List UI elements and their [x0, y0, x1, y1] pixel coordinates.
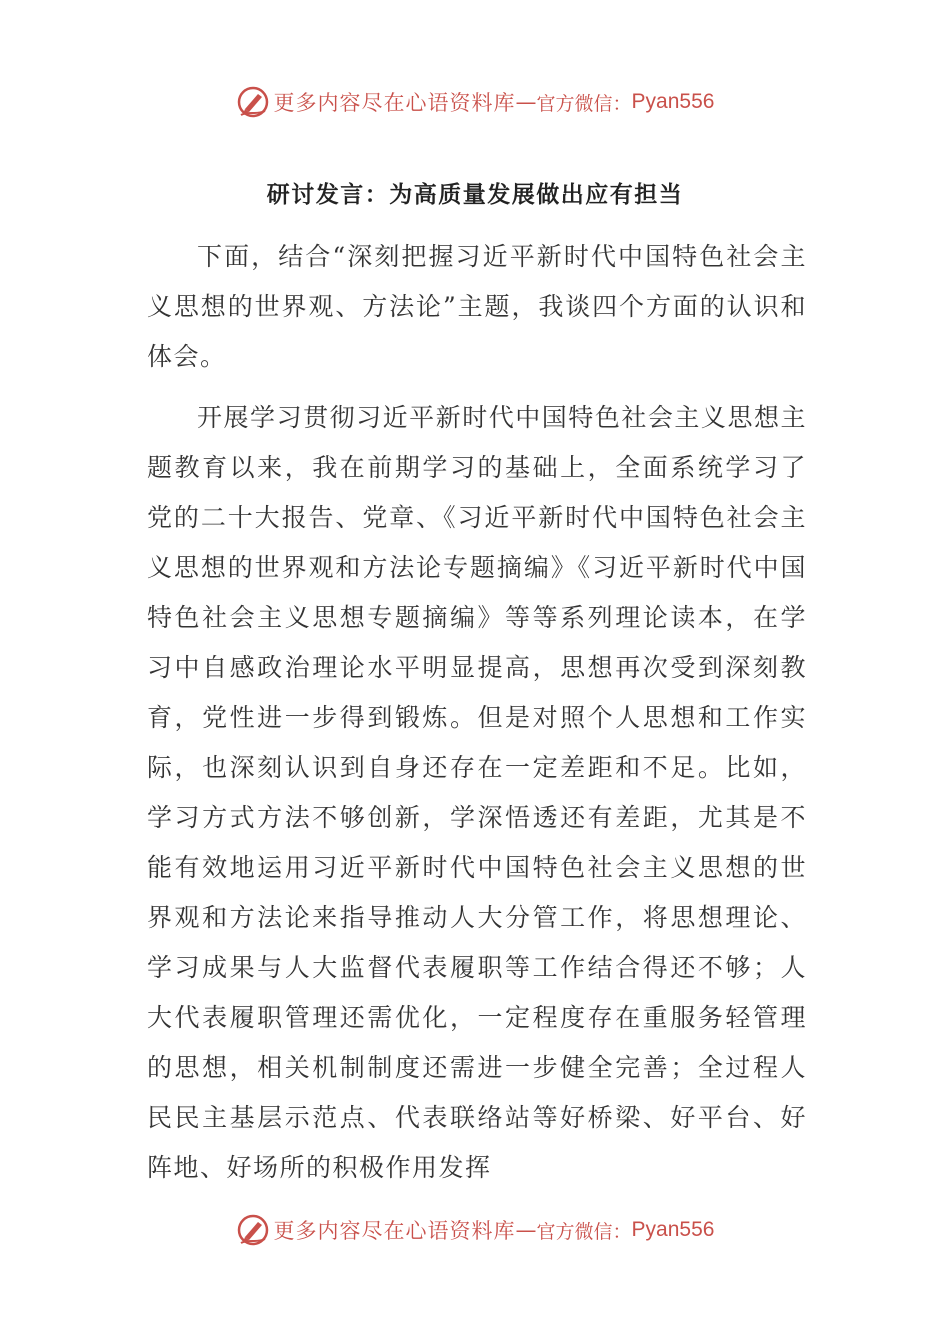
footer-banner: [0, 1210, 950, 1250]
pen-logo-icon: [236, 1213, 270, 1247]
paragraph: 开展学习贯彻习近平新时代中国特色社会主义思想主题教育以来，我在前期学习的基础上，全面系统学习了党的二十大报告、党章、《习近平新时代中国特色社会主义思想的世界观和方法论专题摘编》《习近平新时代中国特色社会主义思想专题摘编》等等系列理论读本，在学习中自感政治理论水平明显提高，思想再次受到深刻教育，党性进一步得到锻炼。但是对照个人思想和工作实际，也深刻认识到自身还存在一定差距和不足。比如，学习方式方法不够创新，学深悟透还有差距，尤其是不能有效地运用习近平新时代中国特色社会主义思想的世界观和方法论来指导推动人大分管工作，将思想理论、学习成果与人大监督代表履职等工作结合得还不够；人大代表履职管理还需优化，一定程度存在重服务轻管理的思想，相关机制制度还需进一步健全完善；全过程人民民主基层示范点、代表联络站等好桥梁、好平台、好阵地、好场所的积极作用发挥: [147, 403, 807, 1182]
paragraph: 下面，结合“深刻把握习近平新时代中国特色社会主义思想的世界观、方法论”主题，我谈四个方面的认识和体会。: [147, 242, 807, 371]
wechat-label: 官方微信：: [536, 1220, 632, 1243]
wechat-id: Pyan556: [631, 90, 715, 113]
banner-separator: —: [515, 90, 537, 114]
document-title: 研讨发言：为高质量发展做出应有担当: [266, 182, 684, 208]
banner-separator: —: [515, 1218, 537, 1242]
document-body: [147, 232, 807, 1193]
wechat-label: 官方微信：: [536, 92, 632, 115]
header-banner: [0, 82, 950, 122]
pen-logo-icon: [236, 85, 270, 119]
wechat-id: Pyan556: [631, 1218, 715, 1241]
banner-text: 更多内容尽在心语资料库: [273, 1219, 516, 1243]
banner-text: 更多内容尽在心语资料库: [273, 91, 516, 115]
